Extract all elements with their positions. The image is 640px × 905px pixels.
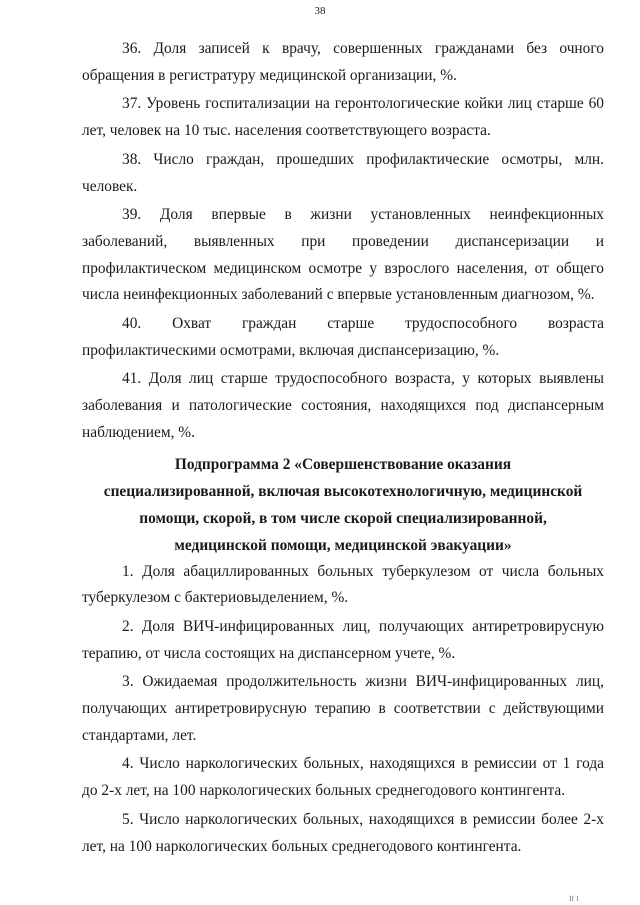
paragraph-36: 36. Доля записей к врачу, совершенных гражданами без очного обращения в регистратуру медицинской организации, %. <box>82 40 604 84</box>
paragraph-1: 1. Доля абациллированных больных туберкулезом от числа больных туберкулезом с бактериовыделением, %. <box>82 562 604 607</box>
paragraph-41: 41. Доля лиц старше трудоспособного возраста, у которых выявлены заболевания и патологические состояния, находящихся под диспансерным наблюдением, %. <box>82 370 604 441</box>
heading-line-3: помощи, скорой, в том числе скорой специализированной, <box>139 509 547 527</box>
paragraph-2: 2. Доля ВИЧ-инфицированных лиц, получающих антиретровирусную терапию, от числа состоящих на диспансерном учете, %. <box>82 617 604 662</box>
heading-line-4: медицинской помощи, медицинской эвакуации» <box>174 536 512 554</box>
paragraph-38: 38. Число граждан, прошедших профилактические осмотры, млн. человек. <box>82 150 604 195</box>
heading-line-2: специализированной, включая высокотехнологичную, медицинской <box>103 482 583 500</box>
subprogram-heading <box>82 451 604 559</box>
paragraph-4: 4. Число наркологических больных, находящихся в ремиссии от 1 года до 2-х лет, на 100 наркологических больных среднегодового контингента. <box>82 755 604 800</box>
paragraph-3: 3. Ожидаемая продолжительность жизни ВИЧ-инфицированных лиц, получающих антиретровирусную терапию в соответствии с действующими стандартами, лет. <box>82 673 604 744</box>
page-number: 38 <box>314 5 326 17</box>
paragraph-37: 37. Уровень госпитализации на геронтологические койки лиц старше 60 лет, человек на 10 тыс. населения соответствующего возраста. <box>82 95 604 140</box>
paragraph-5: 5. Число наркологических больных, находящихся в ремиссии более 2-х лет, на 100 наркологических больных среднегодового контингента. <box>82 810 604 855</box>
paragraph-40: 40. Охват граждан старше трудоспособного возраста профилактическими осмотрами, включая диспансеризацию, %. <box>82 315 604 359</box>
paragraph-39: 39. Доля впервые в жизни установленных неинфекционных заболеваний, выявленных при проведении диспансеризации и профилактическом медицинском осмотре у взрослого населения, от общего числа неинфекционных заболеваний с впервые установленным диагнозом, %. <box>82 206 604 304</box>
page-content <box>82 36 604 862</box>
heading-line-1: Подпрограмма 2 «Совершенствование оказания <box>174 455 512 473</box>
corner-mark: If 1 <box>569 895 579 903</box>
